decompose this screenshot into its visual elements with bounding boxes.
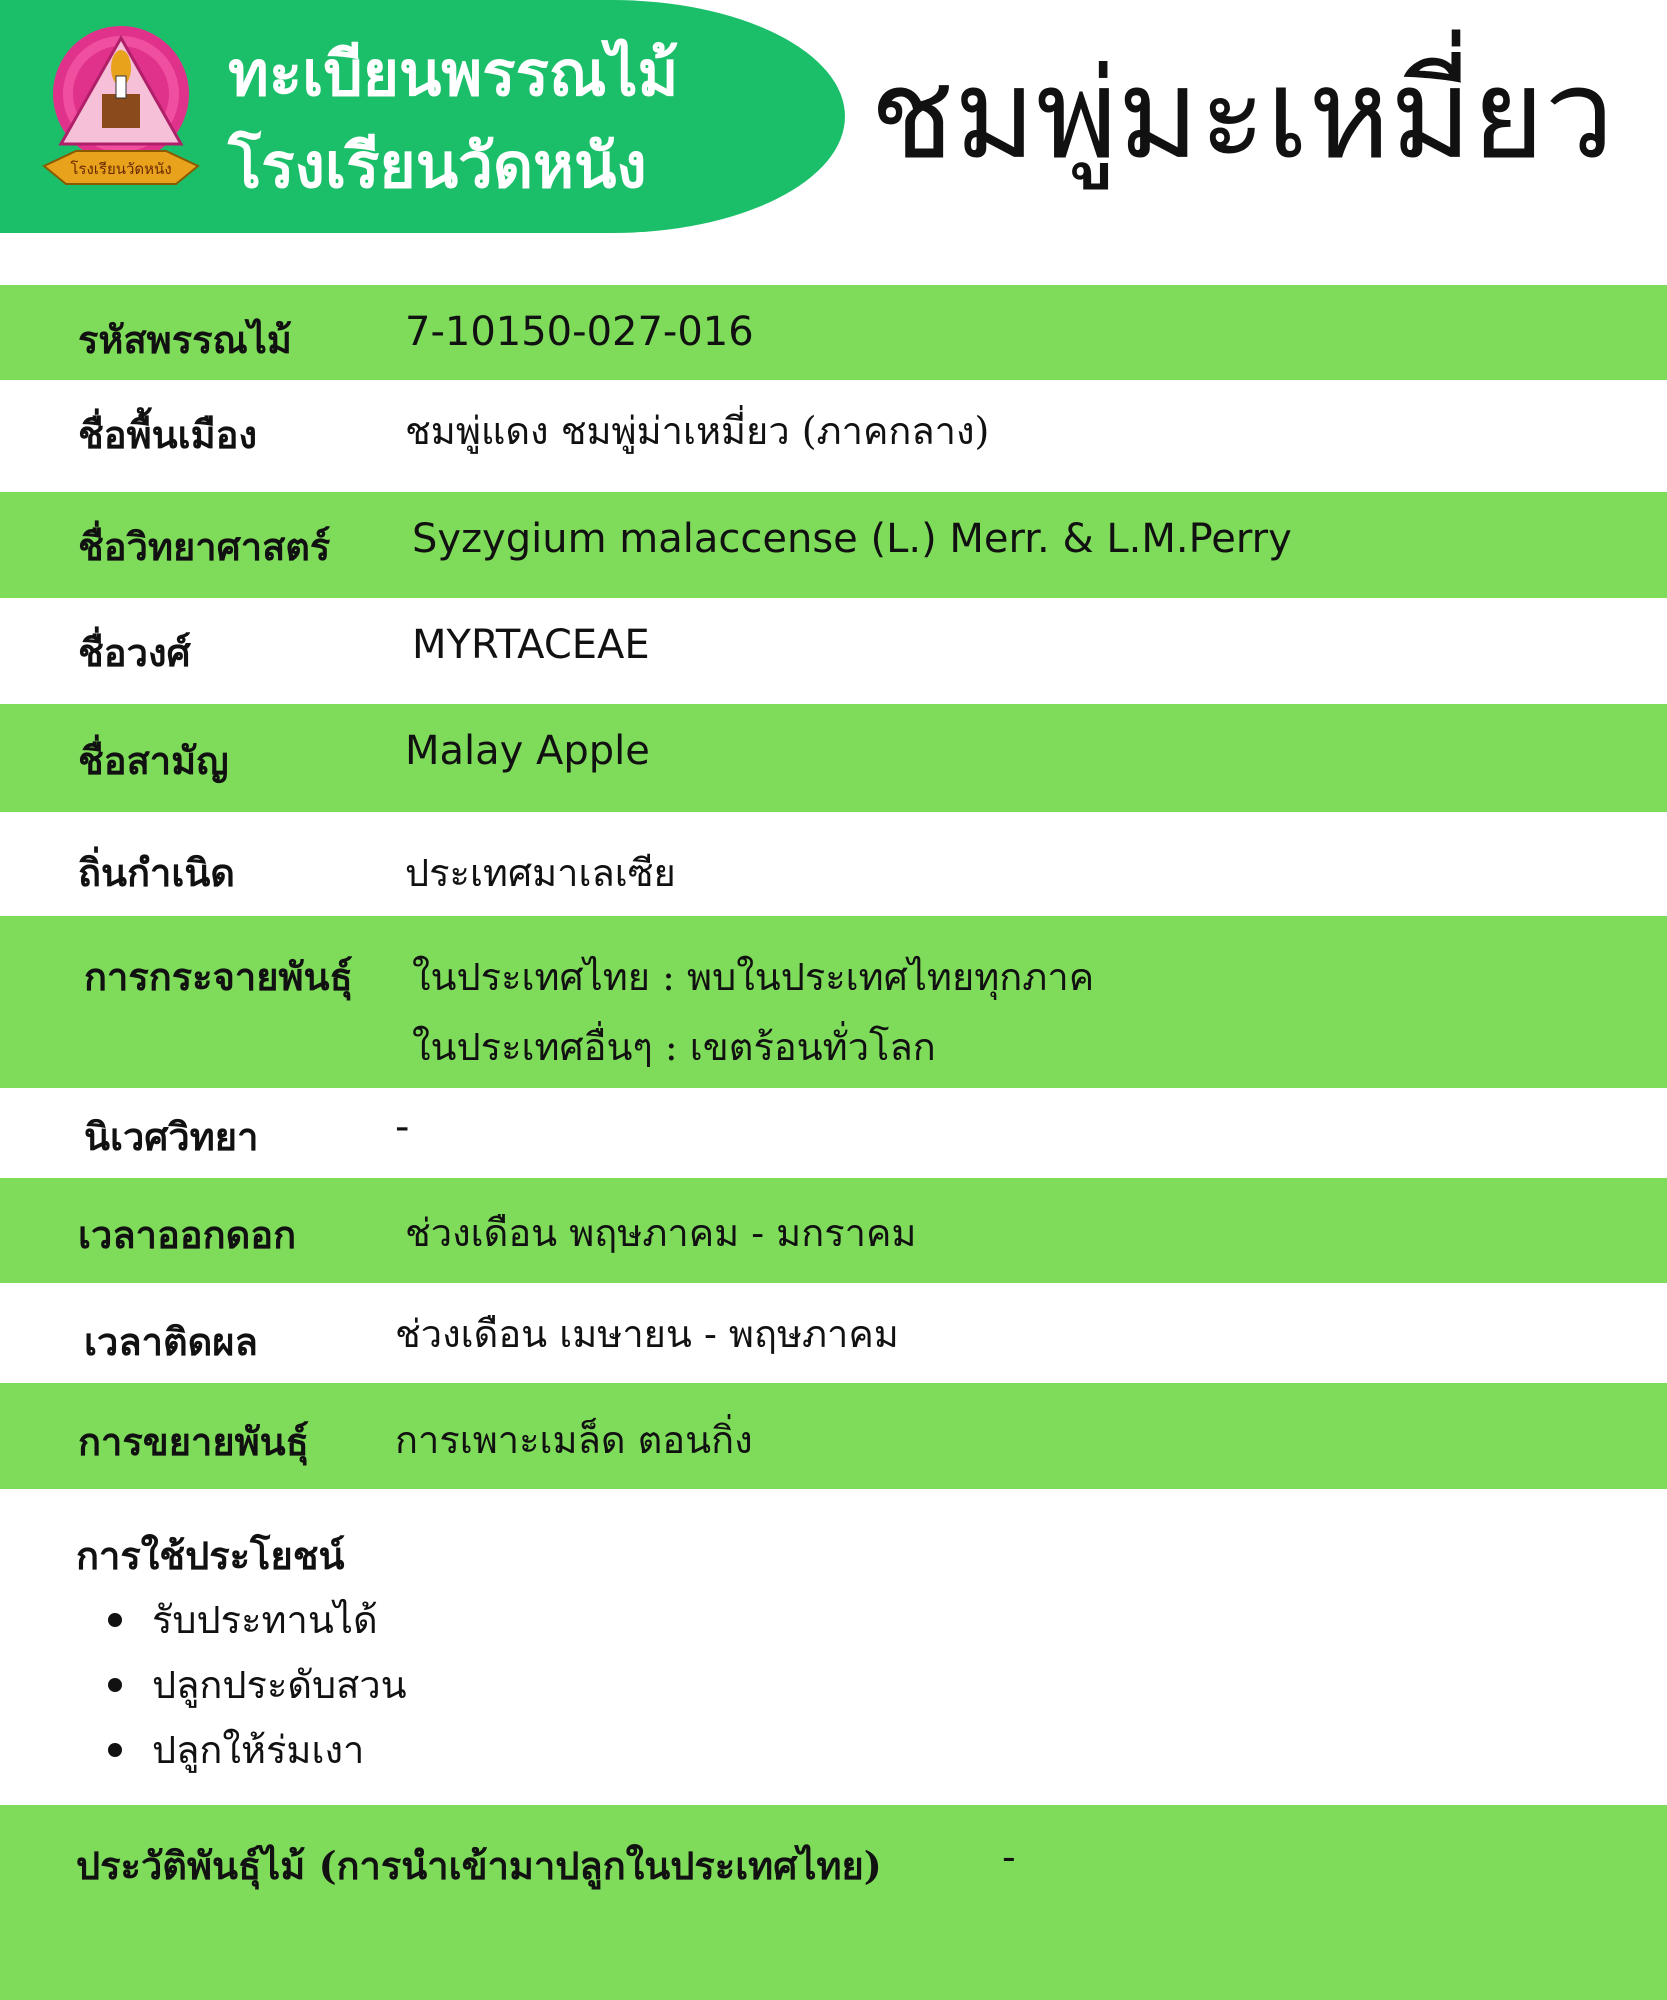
logo-book <box>102 94 140 128</box>
row-distribution <box>0 916 1667 1088</box>
fruiting-value: ช่วงเดือน เมษายน - พฤษภาคม <box>395 1312 899 1356</box>
row-origin <box>0 812 1667 916</box>
row-scientific-name <box>0 492 1667 598</box>
ecology-value: - <box>395 1104 410 1150</box>
benefit-item: ปลูกให้ร่มเงา <box>108 1720 407 1785</box>
code-value: 7-10150-027-016 <box>405 309 754 355</box>
row-propagation <box>0 1383 1667 1489</box>
local-name-value: ชมพู่แดง ชมพู่ม่าเหมี่ยว (ภาคกลาง) <box>405 409 990 453</box>
history-value: - <box>1002 1835 1016 1879</box>
flowering-value: ช่วงเดือน พฤษภาคม - มกราคม <box>405 1211 917 1255</box>
plant-name-title: ชมพู่มะเหมี่ยว <box>870 43 1615 187</box>
distribution-value-line2: ในประเทศอื่นๆ : เขตร้อนทั่วโลก <box>412 1025 936 1069</box>
row-fruiting <box>0 1283 1667 1383</box>
code-label: รหัสพรรณไม้ <box>78 317 292 362</box>
origin-value: ประเทศมาเลเซีย <box>405 851 676 895</box>
distribution-label: การกระจายพันธุ์ <box>84 954 353 999</box>
benefit-item: รับประทานได้ <box>108 1590 407 1655</box>
family-value: MYRTACEAE <box>412 622 650 668</box>
row-ecology <box>0 1088 1667 1178</box>
row-common-name <box>0 704 1667 812</box>
bullet-icon <box>108 1613 122 1627</box>
history-section <box>0 1805 1667 2000</box>
row-code <box>0 285 1667 380</box>
benefits-title: การใช้ประโยชน์ <box>76 1533 345 1578</box>
row-family <box>0 598 1667 704</box>
benefits-list <box>108 1590 407 1785</box>
row-flowering <box>0 1178 1667 1283</box>
school-title <box>228 28 828 212</box>
bullet-icon <box>108 1678 122 1692</box>
common-name-label: ชื่อสามัญ <box>78 738 229 783</box>
propagation-label: การขยายพันธุ์ <box>78 1419 309 1464</box>
family-label: ชื่อวงศ์ <box>78 630 191 675</box>
school-logo <box>36 16 206 206</box>
origin-label: ถิ่นกำเนิด <box>78 850 235 895</box>
propagation-value: การเพาะเมล็ด ตอนกิ่ง <box>395 1418 753 1462</box>
flowering-label: เวลาออกดอก <box>78 1212 297 1257</box>
history-label: ประวัติพันธุ์ไม้ (การนำเข้ามาปลูกในประเทศไทย) <box>76 1843 882 1888</box>
ecology-label: นิเวศวิทยา <box>84 1114 259 1159</box>
bullet-icon <box>108 1743 122 1757</box>
scientific-name-value: Syzygium malaccense (L.) Merr. & L.M.Perry <box>412 516 1292 562</box>
row-local-name <box>0 380 1667 492</box>
school-title-line2: โรงเรียนวัดหนัง <box>228 129 647 202</box>
fruiting-label: เวลาติดผล <box>84 1319 258 1364</box>
logo-text: โรงเรียนวัดหนัง <box>70 160 172 178</box>
school-title-line1: ทะเบียนพรรณไม้ <box>228 37 679 110</box>
common-name-value: Malay Apple <box>405 728 650 774</box>
distribution-value-line1: ในประเทศไทย : พบในประเทศไทยทุกภาค <box>412 955 1095 999</box>
local-name-label: ชื่อพื้นเมือง <box>78 412 258 457</box>
scientific-name-label: ชื่อวิทยาศาสตร์ <box>78 524 331 569</box>
benefit-item: ปลูกประดับสวน <box>108 1655 407 1720</box>
